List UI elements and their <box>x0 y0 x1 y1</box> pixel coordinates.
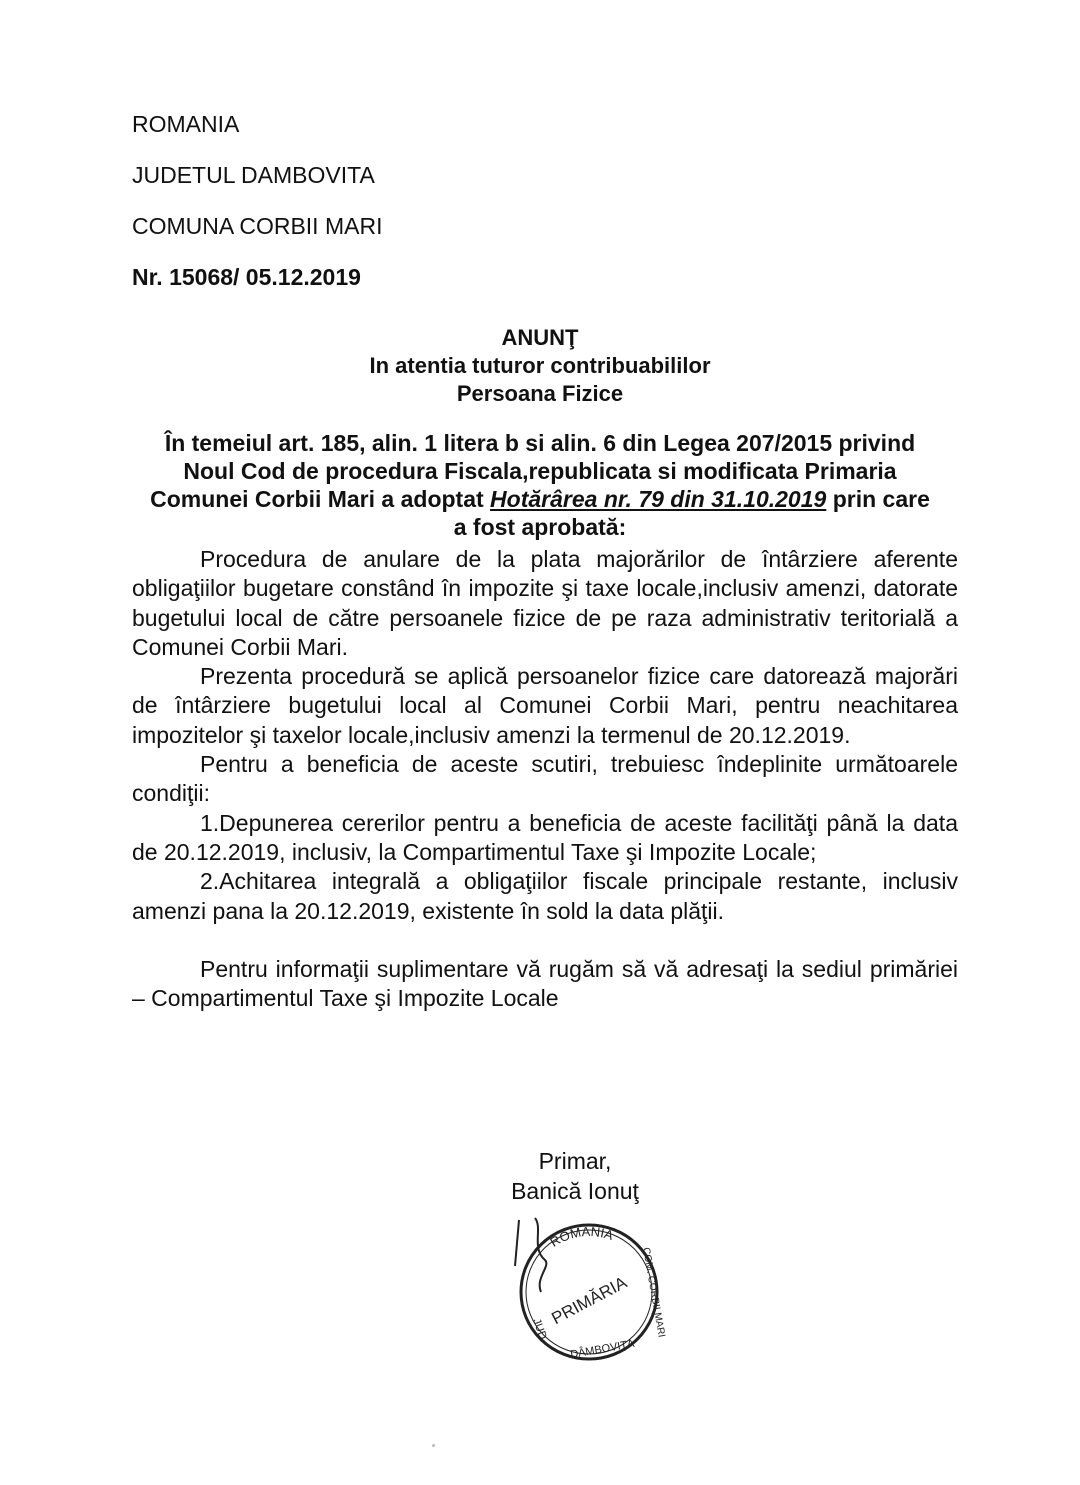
stamp-right-text: COM. CORBII MARI <box>640 1246 667 1339</box>
paragraph-scope: Prezenta procedură se aplică persoanelor fizice care datorează majorări de întârziere bugetului local al Comunei Corbii Mari, pentru neachitarea impozitelor şi taxelor locale,inclusiv amenzi la termenul de 20.12.2019. <box>132 663 958 748</box>
commune-line: COMUNA CORBII MARI <box>132 213 383 239</box>
signature-mark <box>535 1218 546 1292</box>
paragraph-condition-2: 2.Achitarea integrală a obligaţiilor fiscale principale restante, inclusiv amenzi pana la 20.12.2019, existente în sold la data plăţii. <box>132 868 958 924</box>
stamp-bottom-text: DÂMBOVIŢA <box>569 1337 636 1361</box>
announcement-body <box>132 545 958 1013</box>
paragraph-contact: Pentru informaţii suplimentare vă rugăm să vă adresaţi la sediul primăriei – Compartimentul Taxe şi Impozite Locale <box>132 955 958 1012</box>
decision-reference: Hotărârea nr. 79 din 31.10.2019 <box>490 486 827 512</box>
signatory-name: Banică Ionuţ <box>511 1178 639 1204</box>
legal-preamble <box>150 429 930 541</box>
stamp-center-text: PRIMĂRIA <box>548 1272 630 1329</box>
stamp-top-text: ROMÂNIA <box>547 1223 616 1250</box>
title-main: ANUNŢ <box>501 325 579 350</box>
title-line-2: In atentia tuturor contribuabililor <box>369 353 711 378</box>
registration-number: Nr. 15068/ 05.12.2019 <box>132 264 361 290</box>
stamp-left-text: JUD. <box>530 1316 550 1345</box>
title-line-3: Persoana Fizice <box>456 381 624 406</box>
signature-stroke <box>515 1220 519 1266</box>
official-stamp <box>505 1208 670 1368</box>
preamble-text: În temeiul art. 185, alin. 1 litera b si alin. 6 din Legea 207/2015 privind Noul Cod de procedura Fiscala,republicata si modificata Primaria Comunei Corbii Mari a adoptat <box>150 430 916 512</box>
paragraph-condition-1: 1.Depunerea cererilor pentru a beneficia de aceste facilităţi până la data de 20.12.2019, inclusiv, la Compartimentul Taxe şi Impozite Locale; <box>132 809 958 865</box>
country-line: ROMANIA <box>132 111 240 137</box>
preamble-ending: prin care a fost aprobată: <box>453 486 930 540</box>
county-line: JUDETUL DAMBOVITA <box>132 162 375 188</box>
scan-speck <box>432 1444 435 1447</box>
paragraph-procedure: Procedura de anulare de la plata majorărilor de întârziere aferente obligaţiilor bugetare constând în impozite şi taxe locale,inclusiv amenzi, datorate bugetului local de către persoanele fizice de pe raza administrativ teritorială a Comunei Corbii Mari. <box>132 546 958 660</box>
paragraph-conditions-intro: Pentru a beneficia de aceste scutiri, trebuiesc îndeplinite următoarele condiţii: <box>132 751 958 807</box>
announcement-title <box>0 324 1080 408</box>
signatory-role: Primar, <box>538 1148 612 1174</box>
signature-block <box>505 1146 645 1206</box>
